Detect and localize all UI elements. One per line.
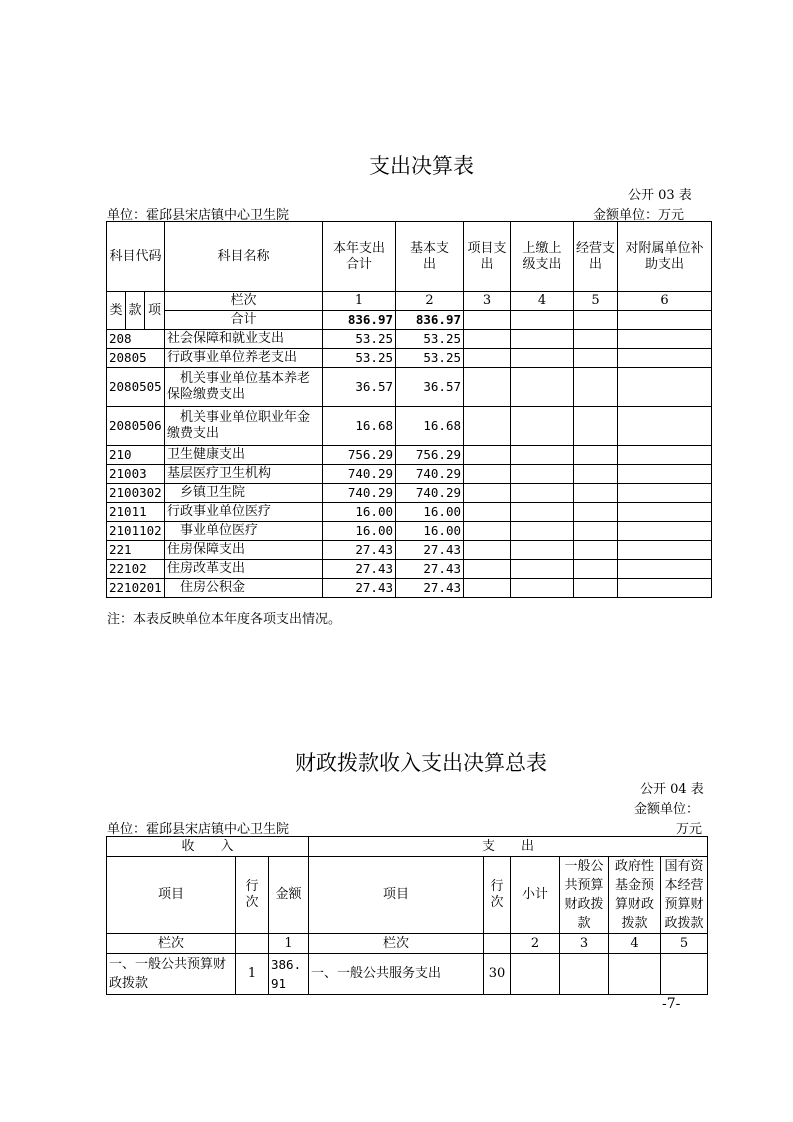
row-code: 208 — [107, 330, 165, 349]
row-total: 53.25 — [323, 330, 396, 349]
table2-code: 公开 04 表 — [640, 782, 704, 797]
table2-money-unit-value: 万元 — [676, 822, 703, 837]
row-code: 2210201 — [107, 579, 165, 598]
table-row — [107, 446, 712, 465]
row-total: 53.25 — [323, 349, 396, 368]
row-name: 事业单位医疗 — [165, 522, 323, 541]
col-num-1: 1 — [269, 934, 309, 954]
row-basic: 16.68 — [396, 407, 464, 446]
header-income: 收 入 — [107, 837, 309, 857]
row-code: 2080506 — [107, 407, 165, 446]
row-name: 卫生健康支出 — [165, 446, 323, 465]
header-business: 经营支出 — [574, 222, 618, 292]
col-num-1: 1 — [323, 292, 396, 311]
expenditure-table — [106, 221, 712, 598]
table-row — [107, 465, 712, 484]
table2-unit: 单位：霍邱县宋店镇中心卫生院 — [107, 822, 290, 837]
row-basic: 36.57 — [396, 368, 464, 407]
row-basic: 756.29 — [396, 446, 464, 465]
table1-title: 支出决算表 — [369, 154, 474, 178]
row-code: 22102 — [107, 560, 165, 579]
income-line: 1 — [236, 954, 269, 995]
header-subtotal: 小计 — [511, 857, 560, 934]
header-subsidy: 对附属单位补助支出 — [618, 222, 712, 292]
col-num-5: 5 — [574, 292, 618, 311]
table-row — [107, 503, 712, 522]
col-num-2: 2 — [396, 292, 464, 311]
col-num-4: 4 — [511, 292, 574, 311]
header-col-label: 栏次 — [107, 934, 236, 954]
header-item: 项目 — [107, 857, 236, 934]
header-xiang: 项 — [145, 292, 165, 330]
row-total: 16.00 — [323, 503, 396, 522]
row-basic: 27.43 — [396, 560, 464, 579]
table-row — [107, 541, 712, 560]
row-code: 221 — [107, 541, 165, 560]
row-total: 27.43 — [323, 541, 396, 560]
header-gov-fund: 政府性基金预算财政拨款 — [609, 857, 661, 934]
fiscal-summary-table — [106, 836, 708, 995]
table-row — [107, 522, 712, 541]
income-amount: 386.91 — [269, 954, 309, 995]
col-num-5: 5 — [661, 934, 708, 954]
header-line-expense: 行次 — [484, 857, 511, 934]
row-basic: 740.29 — [396, 484, 464, 503]
header-kuan: 款 — [126, 292, 145, 330]
table1-money-unit: 金额单位：万元 — [593, 208, 685, 223]
col-num-6: 6 — [618, 292, 712, 311]
table-row — [107, 954, 708, 995]
header-lei: 类 — [107, 292, 126, 330]
table-row — [107, 349, 712, 368]
row-name: 乡镇卫生院 — [165, 484, 323, 503]
row-total: 27.43 — [323, 579, 396, 598]
row-code: 2101102 — [107, 522, 165, 541]
table2-money-unit: 金额单位： — [634, 802, 700, 817]
expense-line: 30 — [484, 954, 511, 995]
row-basic: 27.43 — [396, 541, 464, 560]
row-name: 机关事业单位职业年金缴费支出 — [165, 407, 323, 446]
income-item: 一、一般公共预算财政拨款 — [107, 954, 236, 995]
table-row — [107, 484, 712, 503]
header-expense: 支 出 — [309, 837, 708, 857]
row-total: 16.68 — [323, 407, 396, 446]
row-name: 住房改革支出 — [165, 560, 323, 579]
col-num-4: 4 — [609, 934, 661, 954]
header-upper: 上缴上级支出 — [511, 222, 574, 292]
table-row — [107, 560, 712, 579]
header-code-group: 科目代码 — [107, 222, 165, 292]
table1-unit: 单位：霍邱县宋店镇中心卫生院 — [107, 208, 290, 223]
row-name: 住房公积金 — [165, 579, 323, 598]
col-num-2: 2 — [511, 934, 560, 954]
table2-title: 财政拨款收入支出决算总表 — [295, 751, 547, 775]
row-total: 36.57 — [323, 368, 396, 407]
row-basic: 27.43 — [396, 579, 464, 598]
header-basic: 基本支出 — [396, 222, 464, 292]
header-item-expense: 项目 — [309, 857, 484, 934]
row-code: 210 — [107, 446, 165, 465]
row-code: 21003 — [107, 465, 165, 484]
total-amount: 836.97 — [323, 311, 396, 330]
header-general-budget: 一般公共预算财政拨款 — [560, 857, 609, 934]
table-row — [107, 407, 712, 446]
col-num-3: 3 — [464, 292, 511, 311]
page-number: -7- — [662, 996, 681, 1012]
row-total: 740.29 — [323, 484, 396, 503]
row-basic: 53.25 — [396, 349, 464, 368]
row-basic: 740.29 — [396, 465, 464, 484]
header-col-label-expense: 栏次 — [309, 934, 484, 954]
row-total: 740.29 — [323, 465, 396, 484]
row-code: 21011 — [107, 503, 165, 522]
row-name: 基层医疗卫生机构 — [165, 465, 323, 484]
table-row — [107, 579, 712, 598]
table-row — [107, 330, 712, 349]
row-name: 住房保障支出 — [165, 541, 323, 560]
total-basic: 836.97 — [396, 311, 464, 330]
total-label: 合计 — [165, 311, 323, 330]
col-num-3: 3 — [560, 934, 609, 954]
table-row — [107, 368, 712, 407]
row-total: 27.43 — [323, 560, 396, 579]
row-basic: 16.00 — [396, 503, 464, 522]
row-code: 2080505 — [107, 368, 165, 407]
header-line: 行次 — [236, 857, 269, 934]
header-name: 科目名称 — [165, 222, 323, 292]
row-name: 行政事业单位医疗 — [165, 503, 323, 522]
header-state-capital: 国有资本经营预算财政拨款 — [661, 857, 708, 934]
row-basic: 53.25 — [396, 330, 464, 349]
expense-item: 一、一般公共服务支出 — [309, 954, 484, 995]
row-code: 20805 — [107, 349, 165, 368]
row-total: 16.00 — [323, 522, 396, 541]
header-total: 本年支出合计 — [323, 222, 396, 292]
header-amount: 金额 — [269, 857, 309, 934]
table1-note: 注：本表反映单位本年度各项支出情况。 — [107, 612, 342, 627]
row-name: 行政事业单位养老支出 — [165, 349, 323, 368]
row-name: 社会保障和就业支出 — [165, 330, 323, 349]
row-basic: 16.00 — [396, 522, 464, 541]
row-code: 2100302 — [107, 484, 165, 503]
row-total: 756.29 — [323, 446, 396, 465]
row-name: 机关事业单位基本养老保险缴费支出 — [165, 368, 323, 407]
header-project: 项目支出 — [464, 222, 511, 292]
table1-code: 公开 03 表 — [628, 188, 692, 203]
header-col-label: 栏次 — [165, 292, 323, 311]
